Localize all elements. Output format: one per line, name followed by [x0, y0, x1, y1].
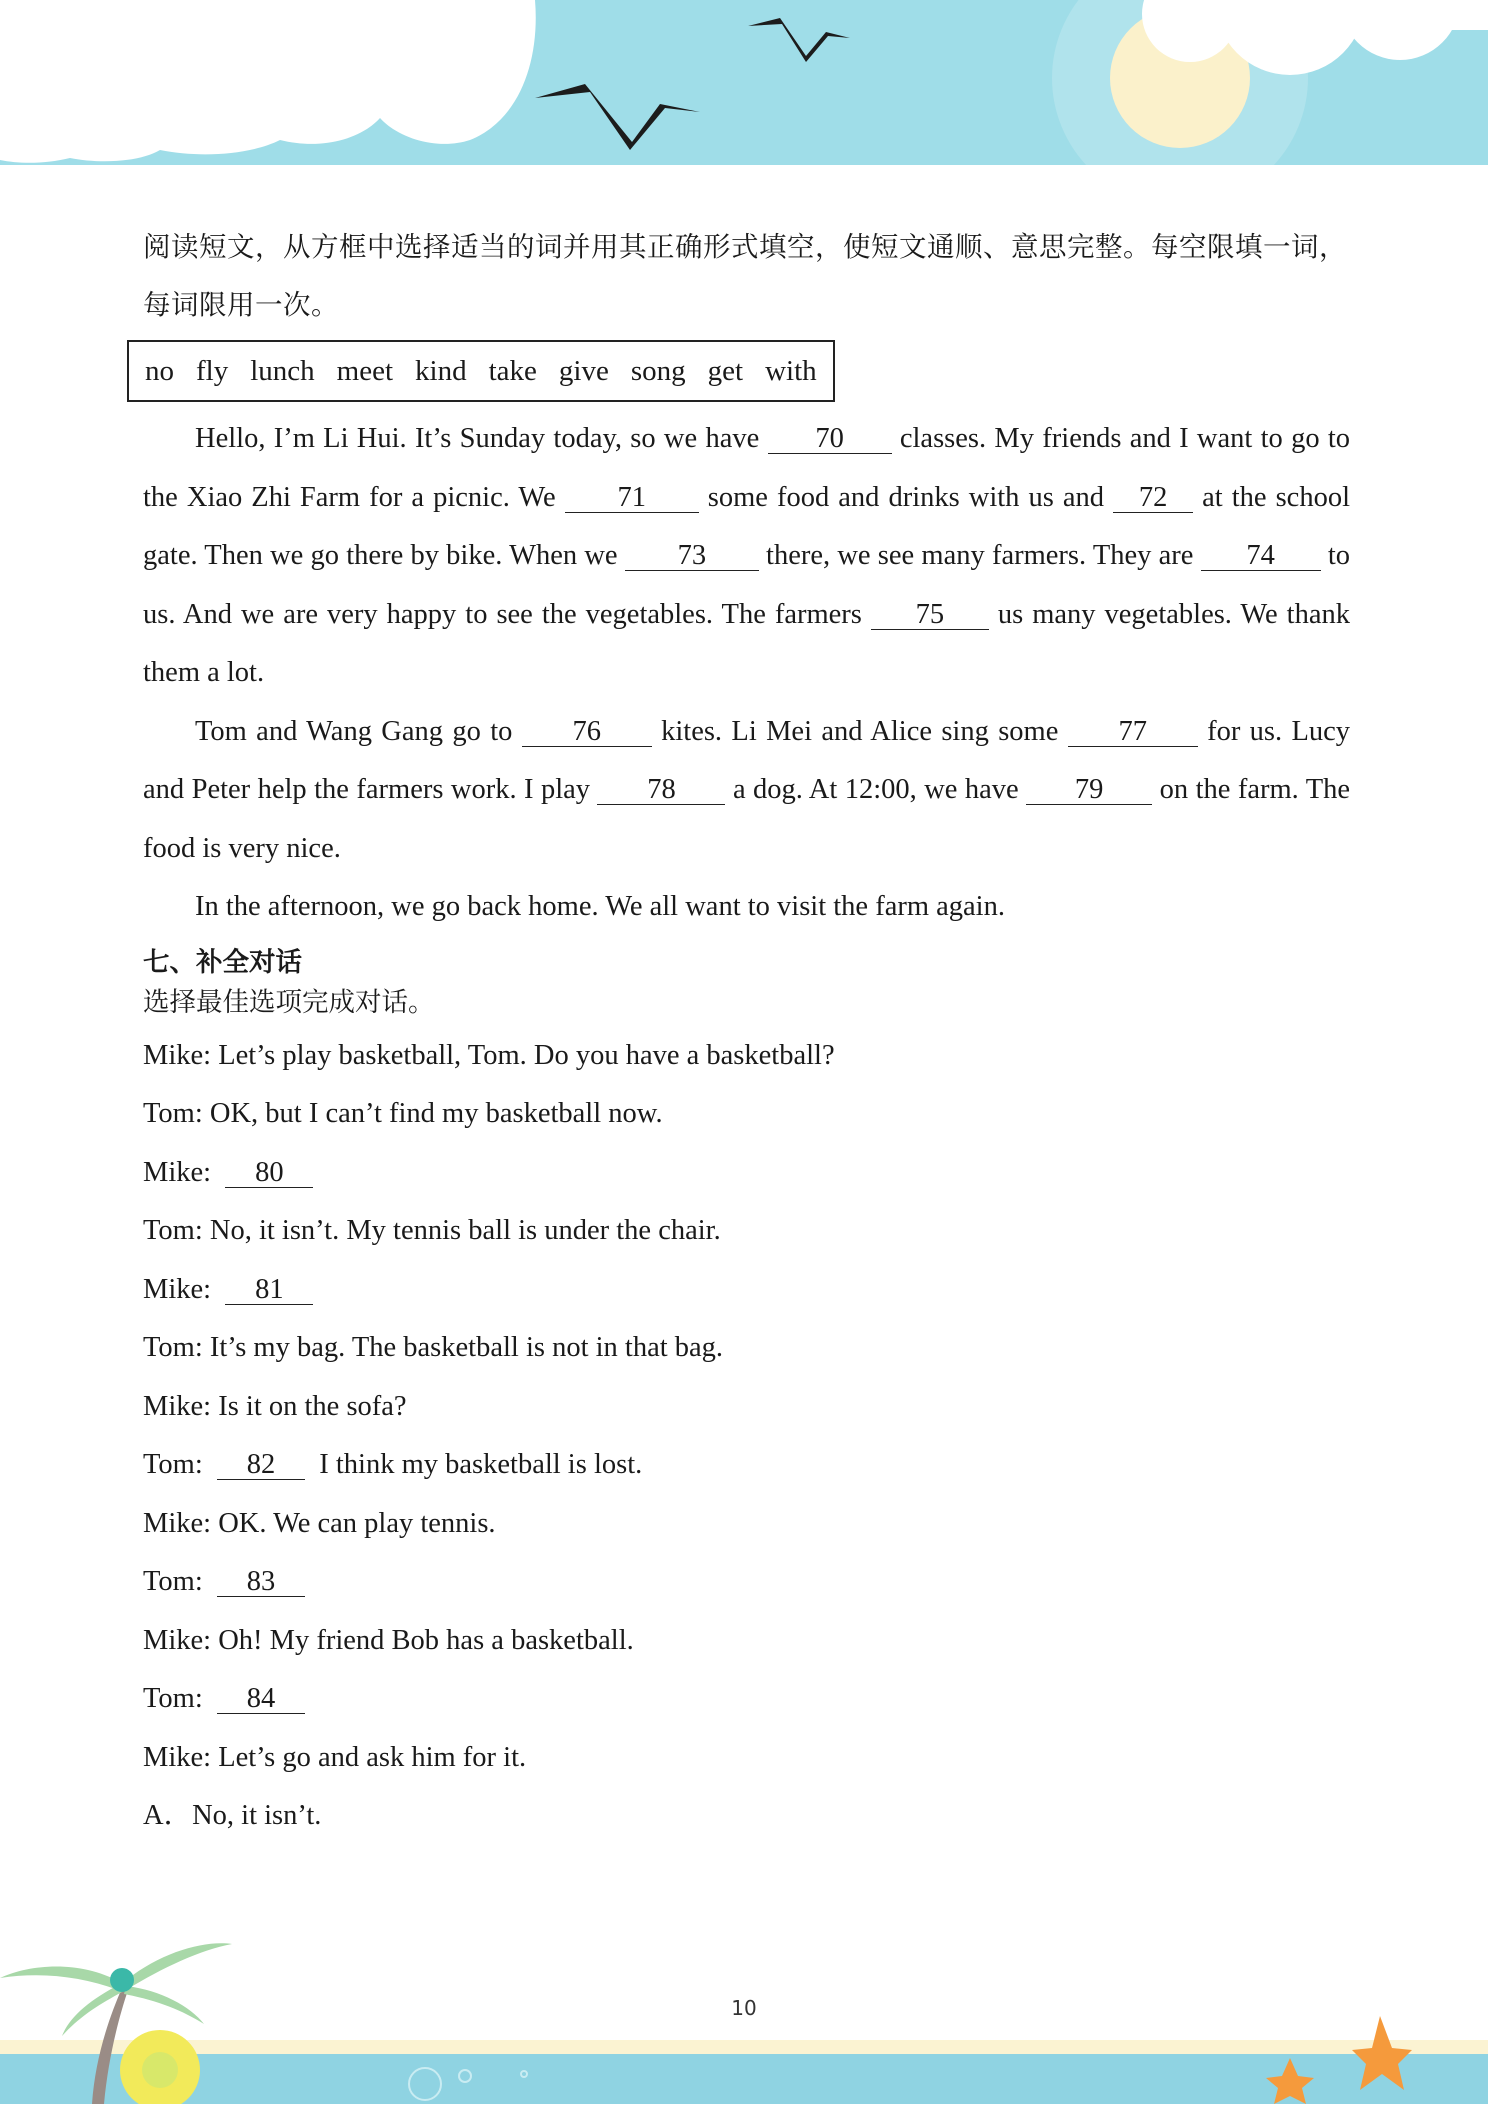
dialogue-text: Tom:	[143, 1683, 203, 1714]
footer-illustration	[0, 1920, 1488, 2104]
sea-band	[0, 2054, 1488, 2104]
dialogue-text: Mike: Let’s play basketball, Tom. Do you have a basketball?	[143, 1039, 835, 1071]
word-box-item: lunch	[250, 355, 315, 387]
dialogue-text: I think my basketball is lost.	[319, 1449, 643, 1480]
dialogue-text: Tom: OK, but I can’t find my basketball now.	[143, 1098, 663, 1129]
answer-blank-79[interactable]: 79	[1026, 776, 1152, 805]
cloud-left	[0, 0, 536, 163]
dialogue-text: Tom: No, it isn’t. My tennis ball is under the chair.	[143, 1215, 721, 1246]
option-a: A．No, it isn’t.	[143, 1800, 322, 1831]
dialogue-line	[143, 1436, 1350, 1495]
passage-text: there, we see many farmers. They are	[766, 540, 1194, 571]
answer-blank-71[interactable]: 71	[565, 484, 699, 513]
passage-text: Hello, I’m Li Hui. It’s Sunday today, so we have	[195, 423, 760, 454]
dialogue-text: Tom: It’s my bag. The basketball is not in that bag.	[143, 1332, 724, 1363]
answer-blank-84[interactable]: 84	[217, 1685, 305, 1714]
dialogue-text: Mike: Is it on the sofa?	[143, 1390, 407, 1422]
dialogue-text: Tom:	[143, 1449, 203, 1480]
passage-text: to us. And we are very happy to see the vegetables. The farmers	[143, 540, 1351, 630]
dialogue-text: Tom:	[143, 1566, 203, 1597]
dialogue-text: Mike: Let’s go and ask him for it.	[143, 1741, 527, 1773]
passage-text: us many vegetables. We thank them a lot.	[143, 598, 1350, 688]
dialogue-text: Mike:	[143, 1156, 212, 1188]
passage-text: kites. Li Mei and Alice sing some	[661, 715, 1059, 747]
dialogue-line	[143, 1319, 1350, 1378]
word-box-item: meet	[336, 355, 394, 387]
answer-blank-83[interactable]: 83	[217, 1568, 305, 1597]
passage-text: at the school gate. Then we go there by bike. When we	[143, 481, 1350, 571]
word-box-item: no	[145, 355, 174, 387]
word-box-item: kind	[415, 355, 467, 387]
word-box-item: song	[630, 355, 686, 387]
passage-text: on the farm. The food is very nice.	[143, 774, 1351, 864]
answer-blank-74[interactable]: 74	[1201, 542, 1321, 571]
answer-blank-77[interactable]: 77	[1068, 718, 1198, 747]
answer-blank-82[interactable]: 82	[217, 1451, 305, 1480]
word-box-item: take	[488, 355, 537, 387]
word-box-item: fly	[196, 355, 229, 387]
dialogue-text: Mike:	[143, 1273, 212, 1305]
dialogue-text: Mike: Oh! My friend Bob has a basketball.	[143, 1624, 634, 1656]
reading-instructions: 阅读短文，从方框中选择适当的词并用其正确形式填空，使短文通顺、意思完整。每空限填一词，每词限用一次。	[143, 231, 1347, 321]
dialogue-line	[143, 1553, 1350, 1612]
passage-text: Tom and Wang Gang go to	[195, 715, 513, 747]
section-7-instructions: 选择最佳选项完成对话。	[143, 986, 435, 1018]
answer-blank-81[interactable]: 81	[225, 1276, 313, 1305]
dialogue-line	[143, 1670, 1350, 1729]
section-7-title: 七、补全对话	[143, 946, 302, 978]
answer-blank-72[interactable]: 72	[1113, 484, 1193, 513]
dialogue-line	[143, 1027, 1350, 1086]
word-box-item: get	[707, 355, 744, 387]
passage-paragraph-3: In the afternoon, we go back home. We all want to visit the farm again.	[195, 891, 1005, 922]
dialogue-line	[143, 1202, 1350, 1261]
word-box	[127, 340, 835, 402]
word-box-item: with	[765, 355, 817, 387]
header-illustration	[0, 0, 1488, 170]
dialogue-line	[143, 1495, 1350, 1554]
answer-blank-73[interactable]: 73	[625, 542, 759, 571]
word-box-item: give	[558, 355, 609, 387]
passage-text: classes. My friends and I want to go to the Xiao Zhi Farm for a picnic. We	[143, 423, 1351, 513]
answer-blank-78[interactable]: 78	[597, 776, 725, 805]
dialogue-line	[143, 1144, 1350, 1203]
passage-paragraph-2	[143, 703, 1350, 879]
page-number: 10	[731, 1996, 757, 2020]
answer-blank-76[interactable]: 76	[522, 718, 652, 747]
passage-text: a dog. At 12:00, we have	[732, 774, 1019, 805]
passage-paragraph-1	[143, 410, 1350, 703]
answer-blank-80[interactable]: 80	[225, 1159, 313, 1188]
dialogue-line	[143, 1378, 1350, 1437]
passage-text: for us. Lucy and Peter help the farmers work. I play	[143, 715, 1351, 805]
dialogue-line	[143, 1261, 1350, 1320]
dialogue-line	[143, 1085, 1350, 1144]
answer-blank-75[interactable]: 75	[871, 601, 989, 630]
dialogue-line	[143, 1612, 1350, 1671]
answer-blank-70[interactable]: 70	[768, 425, 892, 454]
dialogue-line	[143, 1729, 1350, 1788]
sand-strip	[0, 2040, 1488, 2054]
worksheet-content	[143, 218, 1350, 1846]
dialogue-text: Mike: OK. We can play tennis.	[143, 1507, 496, 1539]
passage-text: some food and drinks with us and	[707, 481, 1105, 513]
